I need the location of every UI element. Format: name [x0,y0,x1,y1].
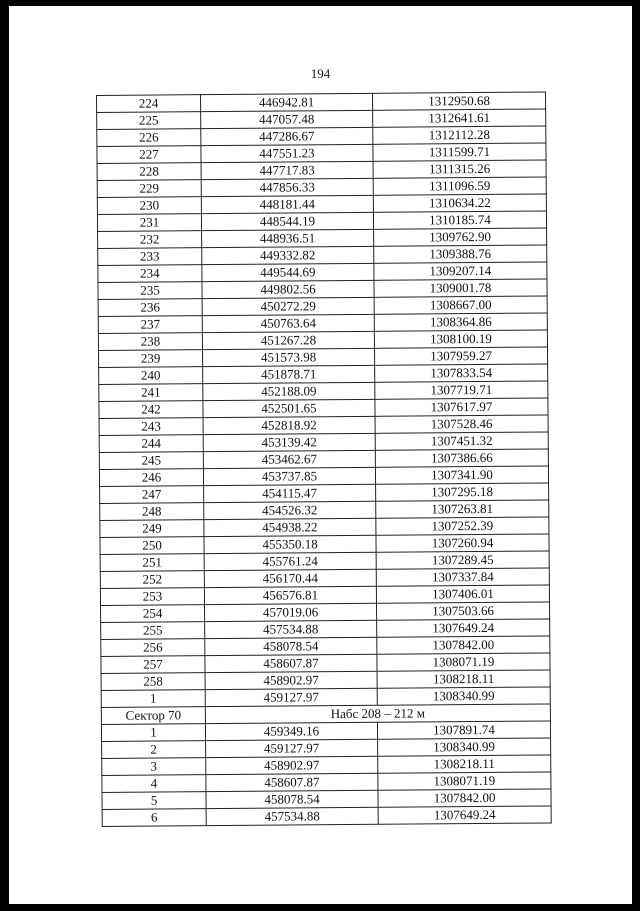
y-coordinate-cell: 1311315.26 [373,160,546,178]
y-coordinate-cell: 1307842.00 [377,636,550,654]
x-coordinate-cell: 447551.23 [201,144,373,162]
x-coordinate-cell: 447286.67 [201,127,373,145]
y-coordinate-cell: 1312950.68 [372,92,545,110]
y-coordinate-cell: 1308071.19 [377,653,550,671]
x-coordinate-cell: 453737.85 [203,467,375,485]
point-number-cell: 228 [97,163,201,181]
y-coordinate-cell: 1307386.66 [375,449,548,467]
y-coordinate-cell: 1312641.61 [373,109,546,127]
point-number-cell: 254 [101,605,205,623]
point-number-cell: 237 [98,316,202,334]
point-number-cell: 234 [98,265,202,283]
x-coordinate-cell: 447057.48 [201,110,373,128]
y-coordinate-cell: 1307617.97 [375,398,548,416]
page-number: 194 [310,66,331,81]
x-coordinate-cell: 452188.09 [203,382,375,400]
y-coordinate-cell: 1308340.99 [377,687,550,705]
x-coordinate-cell: 454526.32 [204,501,376,519]
y-coordinate-cell: 1307341.90 [375,466,548,484]
y-coordinate-cell: 1308100.19 [374,330,547,348]
point-number-cell: 229 [97,180,201,198]
x-coordinate-cell: 458607.87 [206,773,378,791]
point-number-cell: 240 [99,367,203,385]
point-number-cell: 235 [98,282,202,300]
y-coordinate-cell: 1307503.66 [377,602,550,620]
y-coordinate-cell: 1307451.32 [375,432,548,450]
point-number-cell: 247 [100,486,204,504]
document-page [9,6,632,904]
y-coordinate-cell: 1311096.59 [373,177,546,195]
point-number-cell: 232 [98,231,202,249]
y-coordinate-cell: 1311599.71 [373,143,546,161]
x-coordinate-cell: 455761.24 [204,552,376,570]
x-coordinate-cell: 448181.44 [201,195,373,213]
y-coordinate-cell: 1307719.71 [375,381,548,399]
y-coordinate-cell: 1312112.28 [373,126,546,144]
point-number-cell: 256 [101,639,205,657]
point-number-cell: 257 [101,656,205,674]
x-coordinate-cell: 455350.18 [204,535,376,553]
point-number-cell: 226 [97,129,201,147]
point-number-cell: 242 [99,401,203,419]
y-coordinate-cell: 1307833.54 [375,364,548,382]
y-coordinate-cell: 1308071.19 [378,772,551,790]
point-number-cell: 4 [102,775,206,793]
x-coordinate-cell: 457534.88 [205,620,377,638]
table-row [102,806,551,827]
y-coordinate-cell: 1307842.00 [378,789,551,807]
point-number-cell: 6 [102,809,206,827]
x-coordinate-cell: 458902.97 [205,671,377,689]
point-number-cell: 231 [97,214,201,232]
y-coordinate-cell: 1308364.86 [374,313,547,331]
point-number-cell: 1 [101,724,205,742]
point-number-cell: 236 [98,299,202,317]
y-coordinate-cell: 1308218.11 [378,755,551,773]
x-coordinate-cell: 458902.97 [206,756,378,774]
point-number-cell: 239 [99,350,203,368]
point-number-cell: 2 [102,741,206,759]
point-number-cell: 244 [99,435,203,453]
x-coordinate-cell: 456170.44 [204,569,376,587]
y-coordinate-cell: 1307959.27 [374,347,547,365]
point-number-cell: 252 [100,571,204,589]
point-number-cell: 248 [100,503,204,521]
y-coordinate-cell: 1307406.01 [376,585,549,603]
y-coordinate-cell: 1307891.74 [377,721,550,739]
sector-height-label: Набс 208 – 212 м [205,704,550,724]
point-number-cell: 225 [97,112,201,130]
x-coordinate-cell: 458078.54 [205,637,377,655]
point-number-cell: 238 [98,333,202,351]
y-coordinate-cell: 1310634.22 [373,194,546,212]
x-coordinate-cell: 453139.42 [203,433,375,451]
y-coordinate-cell: 1309001.78 [374,279,547,297]
x-coordinate-cell: 449544.69 [202,263,374,281]
x-coordinate-cell: 449802.56 [202,280,374,298]
x-coordinate-cell: 458607.87 [205,654,377,672]
x-coordinate-cell: 450272.29 [202,297,374,315]
y-coordinate-cell: 1307260.94 [376,534,549,552]
x-coordinate-cell: 459349.16 [205,722,377,740]
y-coordinate-cell: 1307295.18 [376,483,549,501]
x-coordinate-cell: 458078.54 [206,790,378,808]
point-number-cell: 1 [101,690,205,708]
point-number-cell: 249 [100,520,204,538]
y-coordinate-cell: 1307528.46 [375,415,548,433]
x-coordinate-cell: 446942.81 [201,93,373,111]
y-coordinate-cell: 1309762.90 [374,228,547,246]
x-coordinate-cell: 449332.82 [202,246,374,264]
x-coordinate-cell: 451573.98 [203,348,375,366]
x-coordinate-cell: 451267.28 [202,331,374,349]
y-coordinate-cell: 1308340.99 [378,738,551,756]
y-coordinate-cell: 1307649.24 [377,619,550,637]
y-coordinate-cell: 1307337.84 [376,568,549,586]
point-number-cell: 233 [98,248,202,266]
point-number-cell: 227 [97,146,201,164]
y-coordinate-cell: 1309207.14 [374,262,547,280]
point-number-cell: 230 [97,197,201,215]
y-coordinate-cell: 1307252.39 [376,517,549,535]
y-coordinate-cell: 1307649.24 [378,806,551,824]
y-coordinate-cell: 1309388.76 [374,245,547,263]
x-coordinate-cell: 452501.65 [203,399,375,417]
point-number-cell: 243 [99,418,203,436]
point-number-cell: 224 [97,95,201,113]
sector-label: Сектор 70 [101,707,205,725]
y-coordinate-cell: 1310185.74 [373,211,546,229]
point-number-cell: 5 [102,792,206,810]
x-coordinate-cell: 457534.88 [206,807,378,825]
y-coordinate-cell: 1308667.00 [374,296,547,314]
x-coordinate-cell: 459127.97 [205,688,377,706]
y-coordinate-cell: 1307289.45 [376,551,549,569]
x-coordinate-cell: 447717.83 [201,161,373,179]
point-number-cell: 250 [100,537,204,555]
x-coordinate-cell: 456576.81 [204,586,376,604]
point-number-cell: 241 [99,384,203,402]
x-coordinate-cell: 459127.97 [206,739,378,757]
x-coordinate-cell: 451878.71 [203,365,375,383]
coordinates-table [96,91,552,827]
x-coordinate-cell: 447856.33 [201,178,373,196]
point-number-cell: 3 [102,758,206,776]
x-coordinate-cell: 450763.64 [202,314,374,332]
point-number-cell: 245 [99,452,203,470]
point-number-cell: 258 [101,673,205,691]
x-coordinate-cell: 452818.92 [203,416,375,434]
x-coordinate-cell: 453462.67 [203,450,375,468]
point-number-cell: 251 [100,554,204,572]
x-coordinate-cell: 448544.19 [201,212,373,230]
x-coordinate-cell: 457019.06 [205,603,377,621]
x-coordinate-cell: 454115.47 [204,484,376,502]
x-coordinate-cell: 454938.22 [204,518,376,536]
point-number-cell: 246 [99,469,203,487]
y-coordinate-cell: 1307263.81 [376,500,549,518]
point-number-cell: 255 [101,622,205,640]
y-coordinate-cell: 1308218.11 [377,670,550,688]
point-number-cell: 253 [100,588,204,606]
x-coordinate-cell: 448936.51 [202,229,374,247]
